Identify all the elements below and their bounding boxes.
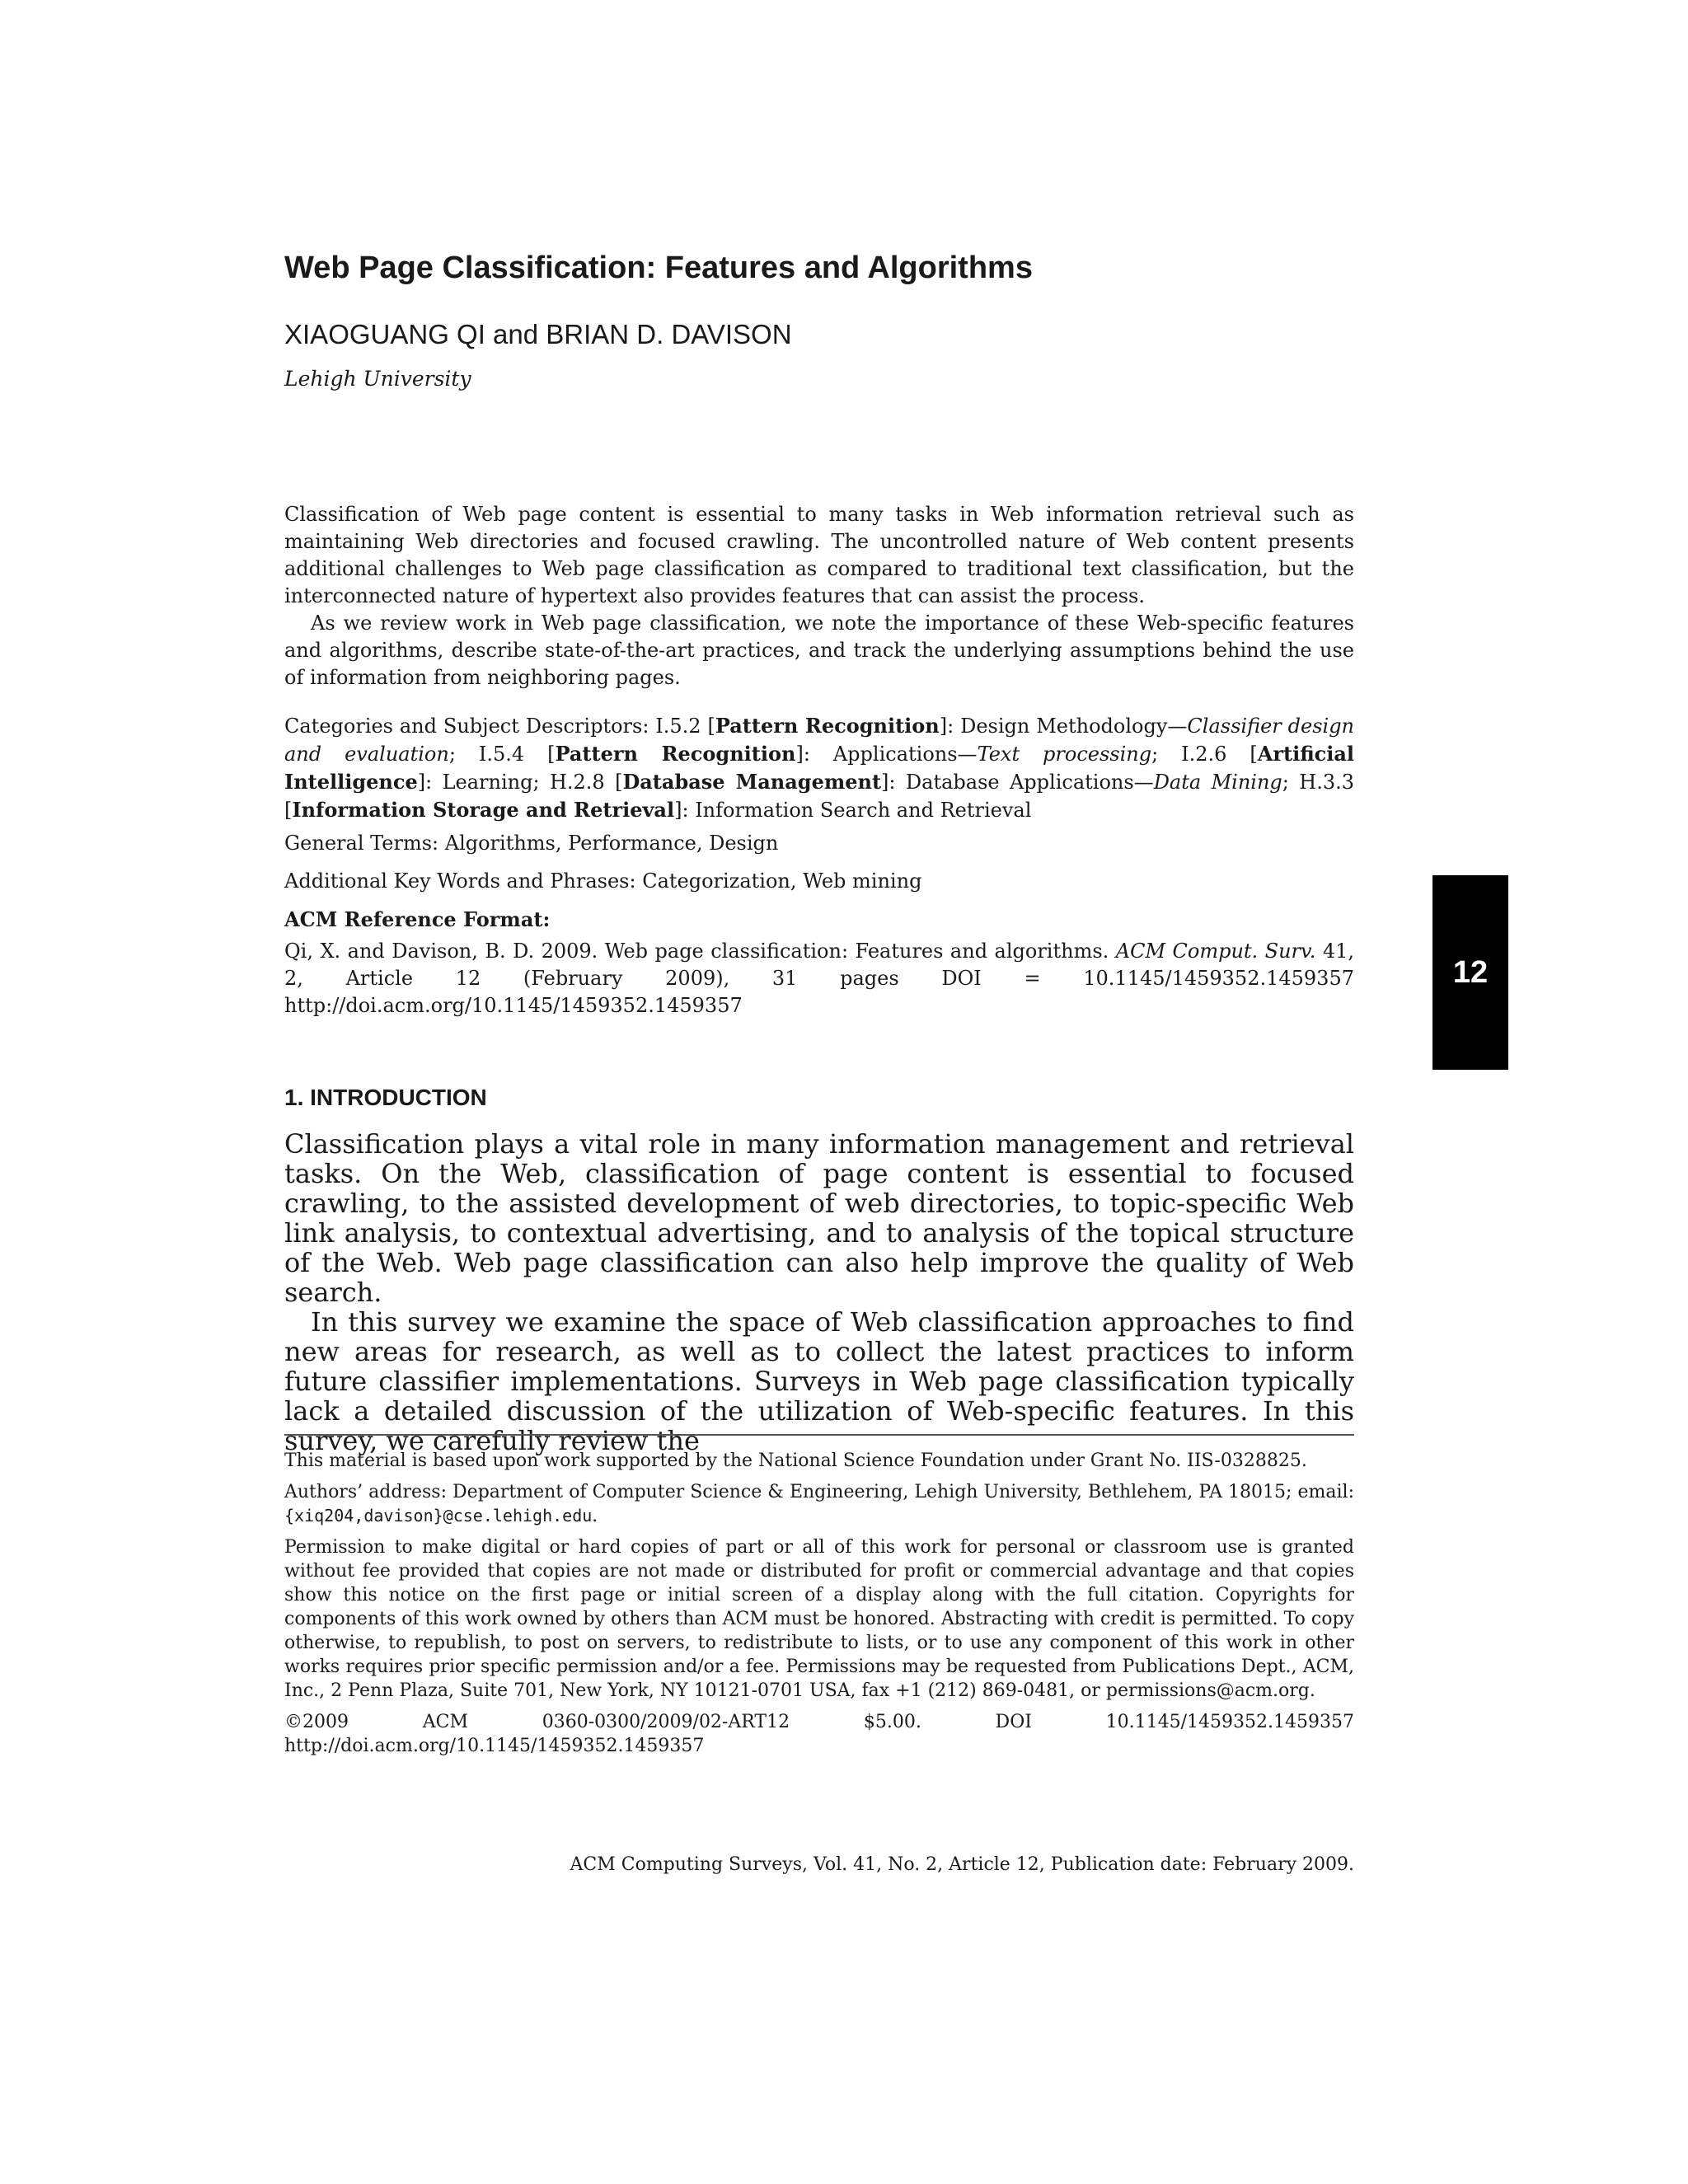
footnote-permission: Permission to make digital or hard copies of part or all of this work for personal or classroom use is granted without fee provided that copies are not made or distributed for profit or commercial advantage and that copies show this notice on the first page or initial screen of a display along with the full citation. Copyrights for components of this work owned by others than ACM must be honored. Abstracting with credit is permitted. To copy otherwise, to republish, to post on servers, to redistribute to lists, or to use any component of this work in other works requires prior specific permission and/or a fee. Permissions may be requested from Publications Dept., ACM, Inc., 2 Penn Plaza, Suite 701, New York, NY 10121-0701 USA, fax +1 (212) 869-0481, or permissions@acm.org.: [284, 1537, 1354, 1701]
cat-bold: Pattern Recognition: [715, 714, 940, 738]
keywords: Additional Key Words and Phrases: Categorization, Web mining: [284, 869, 922, 893]
intro-paragraph-1: Classification plays a vital role in many information management and retrieval tasks. On the Web, classification of page content is essential to focused crawling, to the assisted development of web directories, to topic-specific Web link analysis, to contextual advertising, and to analysis of the topical structure of the Web. Web page classification can also help improve the quality of Web search.: [284, 1128, 1354, 1308]
footnote-address-text: Authors’ address: Department of Computer Science & Engineering, Lehigh University, Bethlehem, PA 18015; email:: [284, 1482, 1354, 1502]
page-footer: ACM Computing Surveys, Vol. 41, No. 2, Article 12, Publication date: February 2009.: [570, 1854, 1354, 1875]
cat-text: ]: Database Applications—: [881, 771, 1154, 794]
cat-italic: Classifier design and evaluation: [284, 715, 1355, 766]
footnote-copyright: ©2009 ACM 0360-0300/2009/02-ART12 $5.00. DOI 10.1145/1459352.1459357 http://doi.acm.org/10.1145/1459352.1459357: [284, 1712, 1354, 1756]
acm-reference-journal: ACM Comput. Surv.: [1115, 940, 1316, 963]
acm-reference-text: Qi, X. and Davison, B. D. 2009. Web page classification: Features and algorithms.: [284, 940, 1116, 963]
cat-bold: Pattern Recognition: [555, 742, 796, 766]
intro-paragraph-2: In this survey we examine the space of Web classification approaches to find new areas for research, as well as to collect the latest practices to inform future classifier implementations. Surveys in Web page classification typically lack a detailed discussion of the utilization of Web-specific features. In this survey, we carefully review the: [284, 1306, 1354, 1456]
footnote-divider: [284, 1434, 1354, 1436]
cat-text: ]: Learning; H.2.8 [: [417, 771, 623, 794]
cat-text: ; I.5.4 [: [448, 743, 556, 766]
abstract-paragraph-2: As we review work in Web page classification, we note the importance of these Web-specific features and algorithms, describe state-of-the-art practices, and track the underlying assumptions behind the use of information from neighboring pages.: [284, 612, 1354, 689]
cat-text: ]: Applications—: [795, 743, 978, 766]
general-terms: General Terms: Algorithms, Performance, Design: [284, 832, 779, 855]
footnote-funding: This material is based upon work supported by the National Science Foundation under Grant No. IIS-0328825.: [284, 1451, 1307, 1471]
acm-reference: [284, 938, 1354, 1019]
cat-bold: Information Storage and Retrieval: [292, 798, 675, 822]
paper-title: Web Page Classification: Features and Algorithms: [284, 251, 1033, 285]
article-number-tab: 12: [1432, 875, 1508, 1070]
footnotes: [284, 1449, 1354, 1765]
cat-text: ; I.2.6 [: [1151, 743, 1258, 766]
footnote-email-end: .: [592, 1506, 598, 1526]
acm-reference-text: 41, 2, Article 12 (February 2009), 31 pages DOI = 10.1145/1459352.1459357 http://doi.acm.org/10.1145/1459352.1459357: [284, 940, 1355, 1017]
cat-bold: Database Management: [622, 770, 882, 794]
cat-italic: Data Mining: [1153, 771, 1282, 794]
introduction-body: [284, 1129, 1354, 1455]
cat-bold: Artificial Intelligence: [284, 742, 1355, 794]
cat-italic: Text processing: [977, 743, 1152, 766]
paper-affiliation: Lehigh University: [284, 367, 471, 391]
paper-authors: XIAOGUANG QI and BRIAN D. DAVISON: [284, 319, 792, 349]
cat-text: ]: Design Methodology—: [939, 715, 1188, 738]
section-heading-introduction: 1. INTRODUCTION: [284, 1085, 487, 1110]
abstract: [284, 501, 1354, 691]
footnote-email: {xiq204,davison}@cse.lehigh.edu: [284, 1506, 593, 1526]
cat-text: ; H.3.3 [: [284, 771, 1354, 822]
footnote-address: [284, 1480, 1354, 1528]
abstract-paragraph-1: Classification of Web page content is essential to many tasks in Web information retrieval such as maintaining Web directories and focused crawling. The uncontrolled nature of Web content presents additional challenges to Web page classification as compared to traditional text classification, but the interconnected nature of hypertext also provides features that can assist the process.: [284, 503, 1354, 607]
cat-text: ]: Information Search and Retrieval: [674, 799, 1032, 822]
acm-reference-label: ACM Reference Format:: [284, 907, 551, 931]
cat-text: Categories and Subject Descriptors: I.5.2 [: [284, 715, 715, 738]
categories-descriptors: [284, 712, 1354, 824]
